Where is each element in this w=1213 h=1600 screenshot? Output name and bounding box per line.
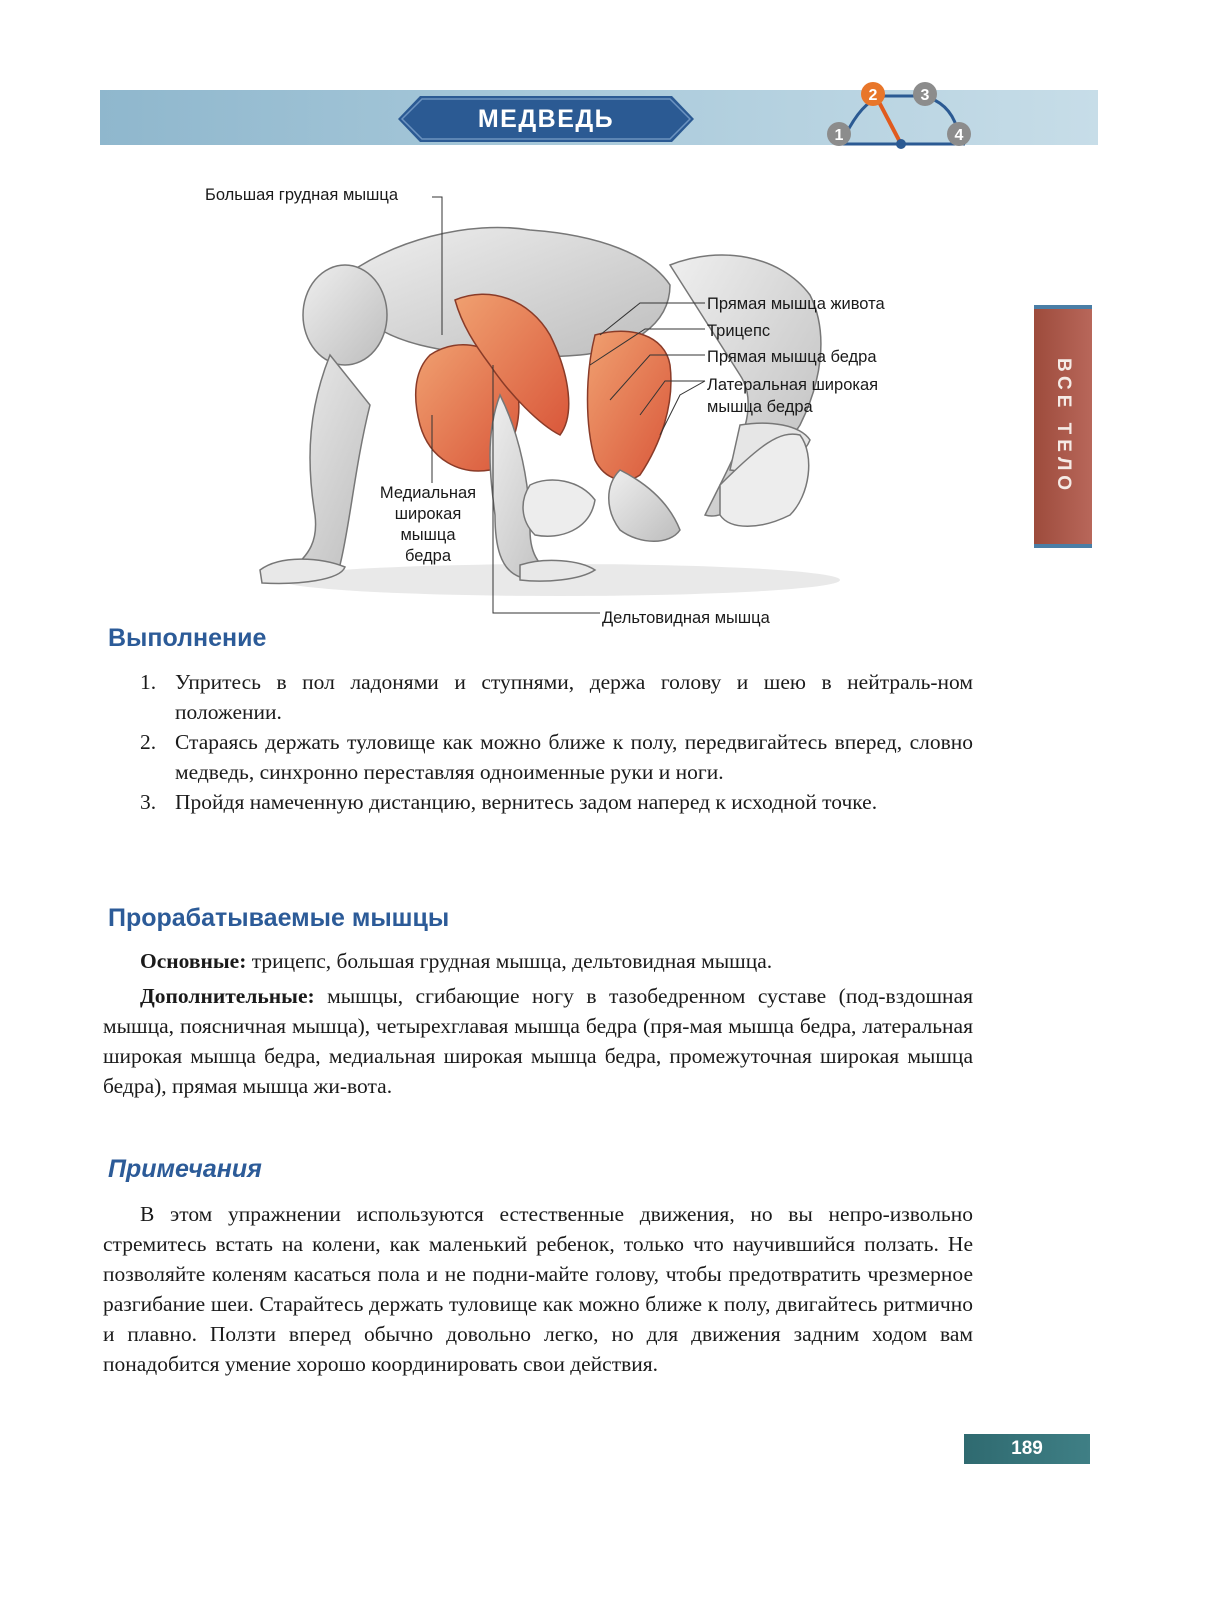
anatomy-illustration [200,185,960,635]
bear-crawl-figure-icon [200,185,960,635]
svg-text:2: 2 [868,87,878,104]
level-4-icon [947,122,971,146]
difficulty-level-indicator [825,76,985,158]
side-tab-label: ВСЕ ТЕЛО [1053,357,1074,496]
label-pectoralis-major: Большая грудная мышца [205,186,399,204]
label-rectus-femoris: Прямая мышца бедра [707,348,877,366]
step-item: 3. Пройдя намеченную дистанцию, вернитесь задом наперед к исходной точке. [140,790,878,814]
section-side-tab [1034,305,1092,548]
label-rectus-abdominis: Прямая мышца живота [707,295,885,313]
label-vastus-lateralis-line1: Латеральная широкая [707,376,879,394]
title-banner [398,96,694,142]
primary-muscles: Основные: трицепс, большая грудная мышца, дельтовидная мышца. [140,949,773,973]
label-vastus-medialis-line1: Медиальная [379,484,477,502]
svg-text:1: 1 [834,127,844,144]
page-title: МЕДВЕДЬ [477,105,615,133]
label-vastus-medialis-line2: широкая [394,505,462,523]
level-3-icon [913,82,937,106]
page-number: 189 [1011,1438,1043,1459]
step-item: 1. Упритесь в пол ладонями и ступнями, держа голову и шею в нейтраль-ном положении. [140,670,973,724]
svg-text:3: 3 [920,87,930,104]
label-vastus-lateralis-line2: мышца бедра [707,398,813,416]
level-1-icon [827,122,851,146]
level-2-icon [861,82,885,106]
label-vastus-medialis-line4: бедра [404,547,452,565]
notes-text: В этом упражнении используются естественные движения, но вы непро-извольно стремитесь встать на колени, как маленький ребенок, только что научившийся ползать. Не позволяйте коленям касаться пола и не подни-майте голову, чтобы предотвратить чрезмерное разгибание шеи. Старайтесь держать туловище как можно ближе к полу, двигайтесь ритмично и плавно. Ползти вперед обычно довольно легко, но для движения задним ходом вам понадобится умение хорошо координировать свои действия. [103,1202,973,1376]
muscles-heading: Прорабатываемые мышцы [108,904,450,932]
page-number-bar [964,1434,1090,1464]
label-vastus-medialis-line3: мышца [400,526,456,544]
execution-steps [103,667,973,817]
muscles-text [103,946,973,1106]
secondary-muscles: Дополнительные: мышцы, сгибающие ногу в тазобедренном суставе (под-вздошная мышца, поясничная мышца), четырехглавая мышца бедра (пря-мая мышца бедра, латеральная широкая мышца бедра, медиальная широкая мышца бедра, промежуточная широкая мышца бедра), прямая мышца жи-вота. [103,984,973,1098]
svg-text:4: 4 [954,127,964,144]
notes-heading: Примечания [108,1155,262,1183]
label-triceps: Трицепс [707,322,771,340]
execution-heading: Выполнение [108,624,267,652]
step-item: 2. Стараясь держать туловище как можно ближе к полу, передвигайтесь вперед, словно медведь, синхронно переставляя одноименные руки и ноги. [140,730,973,784]
label-deltoid: Дельтовидная мышца [602,609,770,627]
